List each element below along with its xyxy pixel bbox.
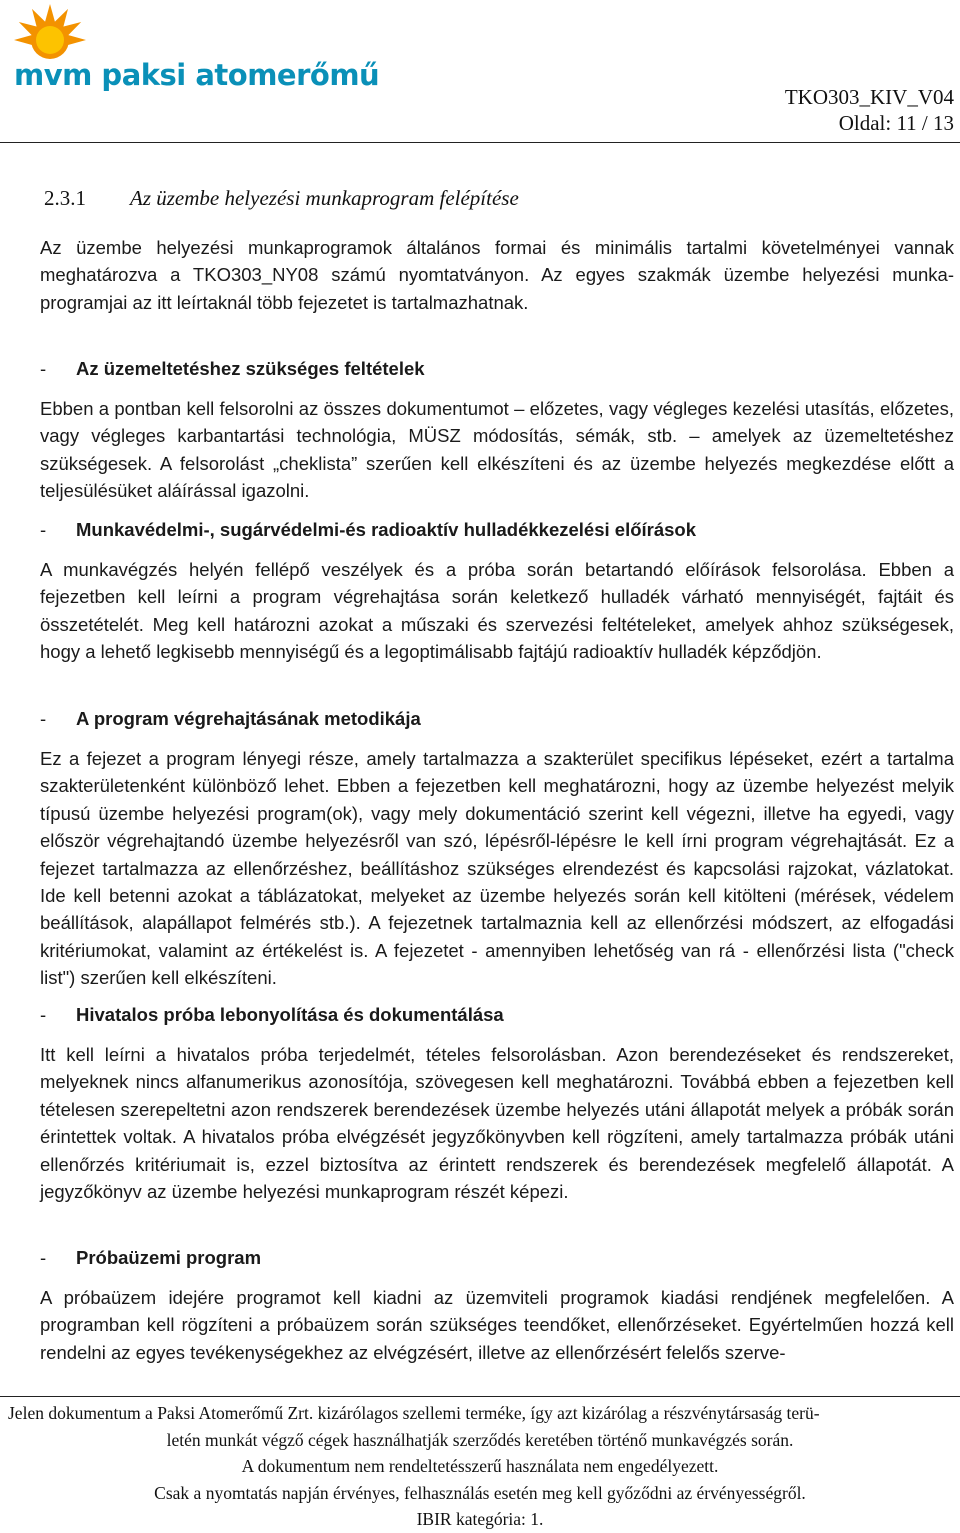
block-heading-text: Munkavédelmi-, sugárvédelmi-és radioaktív hulladékkezelési előírások	[76, 519, 697, 540]
intro-paragraph: Az üzembe helyezési munkaprogramok általános formai és minimális tartalmi követelményei vannak meghatározva a TKO303_NY08 számú nyomtatványon. Az egyes szakmák üzembe helyezési munkaprogramjai az itt leírtaknál több fejezetet is tartalmazhatnak.	[40, 237, 954, 313]
bullet-dash: -	[40, 1247, 47, 1268]
block-heading-text: Az üzemeltetéshez szükséges feltételek	[76, 358, 425, 379]
block-heading-text: Hivatalos próba lebonyolítása és dokumentálása	[76, 1004, 504, 1025]
block-heading-text: A program végrehajtásának metodikája	[76, 708, 421, 729]
block-paragraph: Itt kell leírni a hivatalos próba terjedelmét, tételes felsorolásban. Azon berendezéseket és rendszereket, melyeknek nincs alfanumerikus azonosítója, szövegesen kell meghatározni. Továbbá ebben a fejezetben kell tételesen szerepeltetni azon rendszerek berendezések üzembe helyezés utáni állapotát melyek a próbák során érintettek voltak. A hivatalos próba elvégzését jegyzőkönyvben kell rögzíteni, amely tartalmazza próbák utáni ellenőrzés kritériumait is, ezzel biztosítva az érintett rendszerek és berendezések megfelelő állapotát. A jegyzőkönyv az üzembe helyezési munkaprogram részét képezi.	[40, 1044, 954, 1203]
block-paragraph: Ebben a pontban kell felsorolni az összes dokumentumot – előzetes, vagy végleges kezelési utasítás, előzetes, vagy végleges karbantartási technológia, MÜSZ módosítás, sémák, stb. – amelyek az üzemeltetéshez szükségesek. A felsorolást „cheklista” szerűen kell elkészíteni és az üzembe helyezés megkezdése előtt a teljesülésüket aláírással igazolni.	[40, 398, 954, 502]
footer-line: Csak a nyomtatás napján érvényes, felhasználás esetén meg kell győződni az érvényességről.	[154, 1482, 806, 1503]
block-heading	[40, 517, 954, 543]
footer-category: IBIR kategória: 1.	[416, 1509, 544, 1529]
footer-line: Jelen dokumentum a Paksi Atomerőmű Zrt. kizárólagos szellemi terméke, így azt kizárólag a részvénytársaság terü-	[8, 1403, 820, 1423]
block-paragraph: A munkavégzés helyén fellépő veszélyek és a próba során betartandó előírások felsorolása. Ebben a fejezetben kell leírni a program végrehajtása során keletkező hulladék várható mennyiségét, fajtáit és összetételét. Meg kell határozni azokat a műszaki és szervezési feltételeket, amelyek ahhoz szükségesek, hogy a lehető legkisebb mennyiségű és a legoptimálisabb fajtájú radioaktív hulladék képződjön.	[40, 559, 954, 663]
section-heading	[44, 186, 519, 211]
page-footer	[0, 1400, 960, 1533]
bullet-dash: -	[40, 358, 47, 379]
bullet-dash: -	[40, 519, 47, 540]
footer-line: letén munkát végző cégek használhatják szerződés keretében történő munkavégzés során.	[166, 1429, 794, 1450]
block-heading	[40, 1245, 954, 1271]
logo-wordmark: mvm paksi atomerőmű	[14, 58, 380, 92]
block-heading	[40, 356, 954, 382]
block-heading-text: Próbaüzemi program	[76, 1247, 262, 1268]
page-header	[0, 0, 960, 142]
section-number: 2.3.1	[44, 186, 86, 210]
block-official-test	[40, 1002, 954, 1205]
block-safety-rules	[40, 517, 954, 666]
header-divider	[0, 142, 960, 143]
block-heading	[40, 1002, 954, 1028]
bullet-dash: -	[40, 1004, 47, 1025]
section-title: Az üzembe helyezési munkaprogram felépítése	[130, 186, 519, 210]
footer-line: A dokumentum nem rendeltetésszerű használata nem engedélyezett.	[241, 1456, 719, 1476]
footer-divider	[0, 1396, 960, 1397]
document-code-block	[785, 84, 954, 136]
block-heading	[40, 706, 954, 732]
bullet-dash: -	[40, 708, 47, 729]
block-paragraph: A próbaüzem idejére programot kell kiadni az üzemviteli programok kiadási rendjének megfelelően. A programban kell rögzíteni a próbaüzem során szükséges teendőket, ellenőrzéseket. Egyértelműen hozzá kell rendelni az egyes tevékenységekhez az elvégzésért, illetve az ellenőrzésért felelős szerve-	[40, 1287, 954, 1363]
company-logo	[4, 2, 380, 102]
page-number: Oldal: 11 / 13	[838, 111, 954, 135]
block-operating-conditions	[40, 356, 954, 505]
block-trial-operation	[40, 1245, 954, 1366]
block-paragraph: Ez a fejezet a program lényegi része, amely tartalmazza a szakterület specifikus lépéseket, ezért a tartalma szakterületenként különböző lehet. Ebben a fejezetben kell meghatározni, hogy az üzembe helyezést melyik típusú üzembe helyezési program(ok), vagy mely dokumentáció szerint kell végezni, illetve ha egyedi, vagy először végrehajtandó üzembe helyezésről van szó, lépésről-lépésre le kell írni program végrehajtását. Ez a fejezet tartalmazza az ellenőrzéshez, beállításhoz szükséges elrendezést és kapcsolási rajzokat, vázlatokat. Ide kell betenni azokat a táblázatokat, melyeket az üzembe helyezés során kell kitölteni (mérések, védelem beállítások, alapállapot felmérés stb.). A fejezetnek tartalmaznia kell az ellenőrzési módszert, az elfogadási kritériumokat, valamint az értékelést is. A fejezetet - amennyiben lehetőség van rá - ellenőrzési lista ("check list") szerűen kell elkészíteni.	[40, 748, 954, 989]
document-code: TKO303_KIV_V04	[784, 85, 954, 109]
block-methodology	[40, 706, 954, 992]
